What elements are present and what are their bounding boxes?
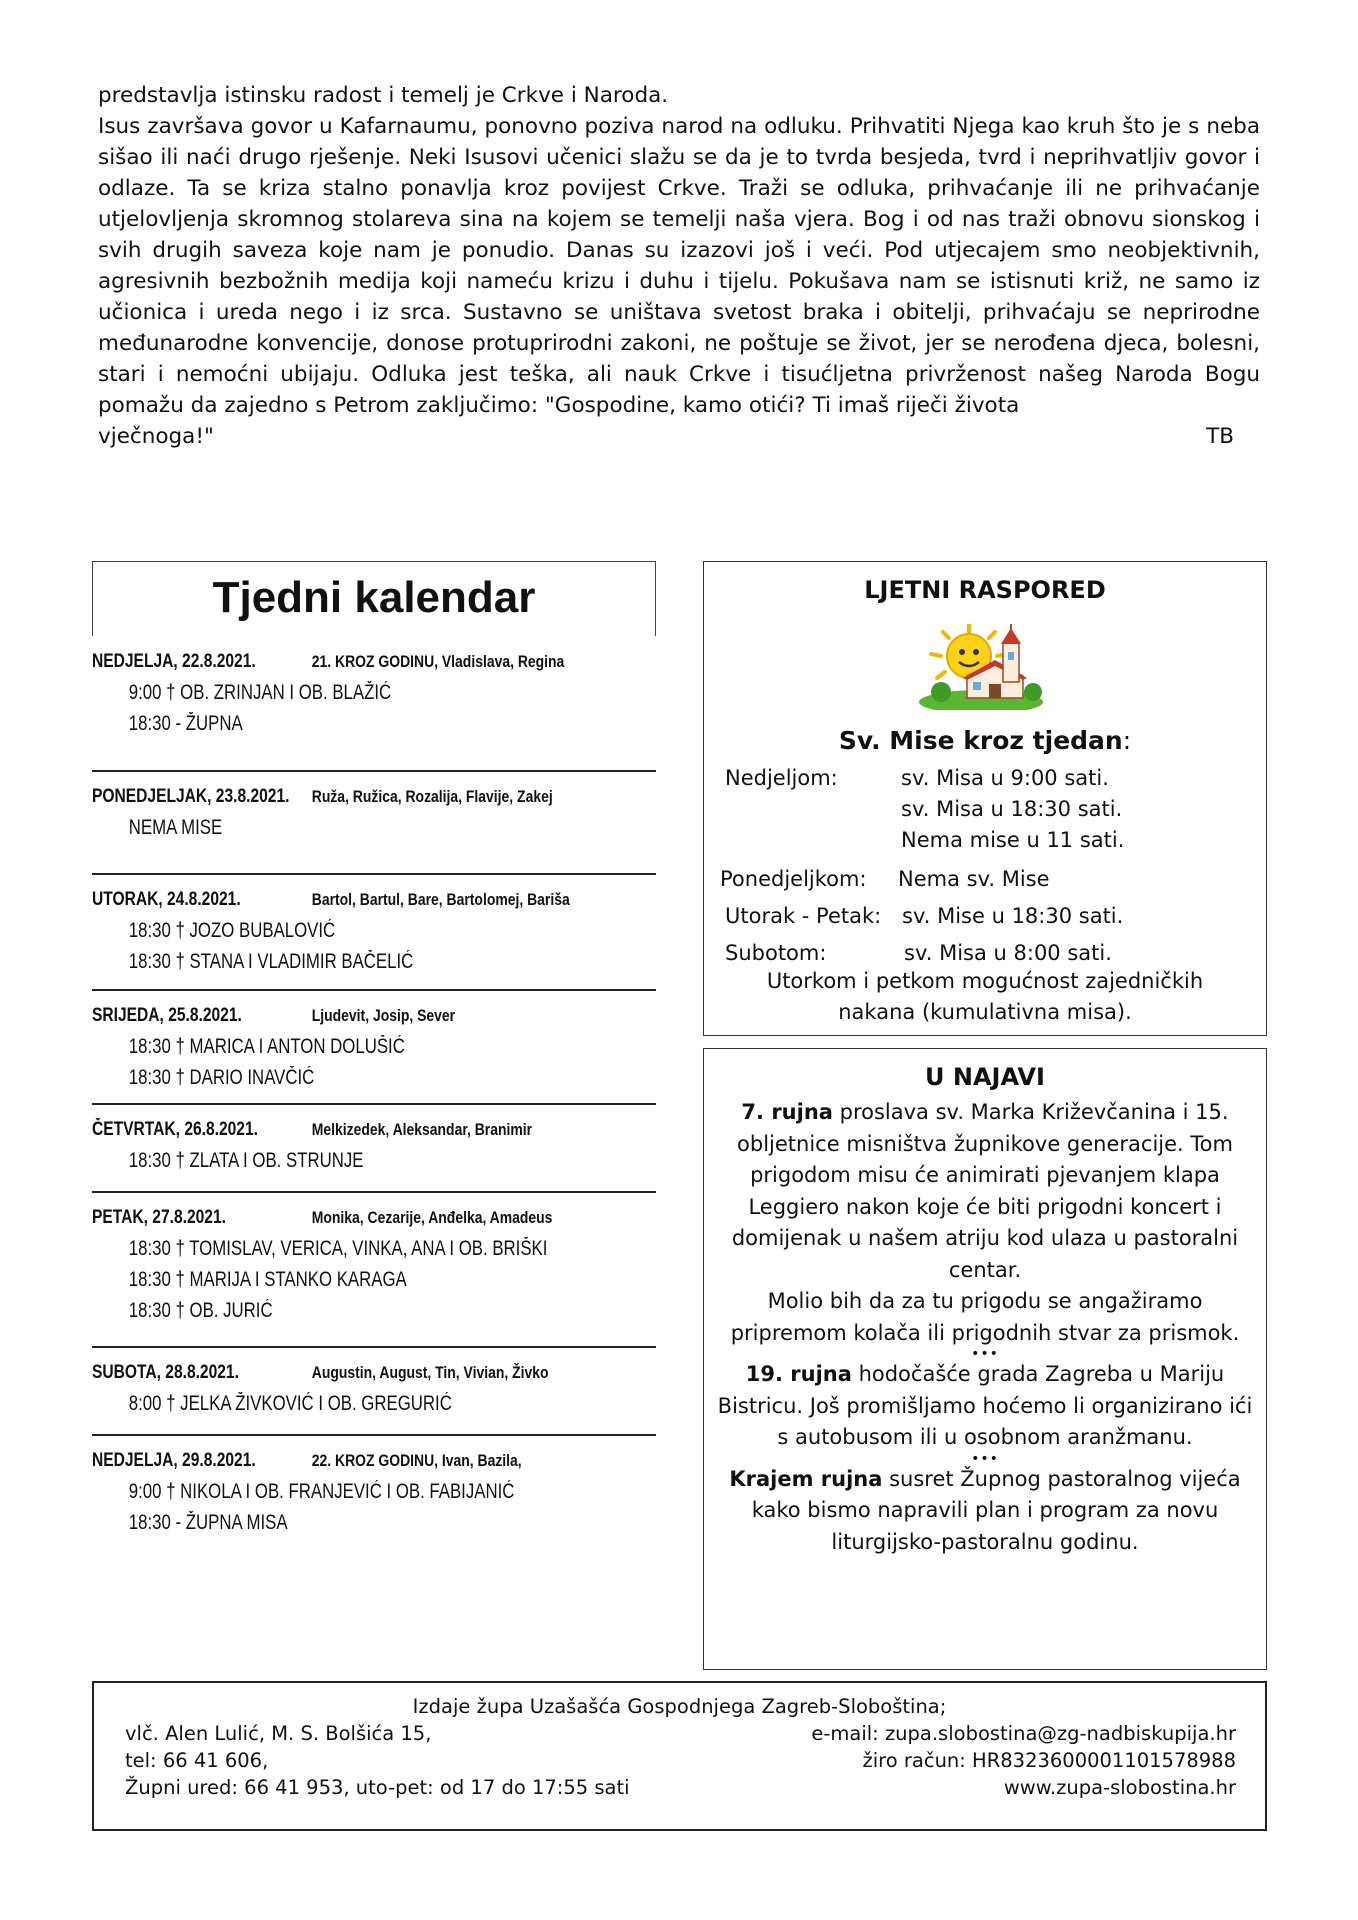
weekly-calendar [92,561,656,1678]
day-saints: Augustin, August, Tin, Vivian, Živko [311,1363,549,1382]
day-date: PETAK, 27.8.2021. [92,1207,226,1228]
announcements-title: U NAJAVI [925,1063,1045,1091]
intro-last-line: vječnoga!" [98,424,214,449]
phone: tel: 66 41 606, [125,1749,269,1772]
day-saints: Bartol, Bartul, Bare, Bartolomej, Bariša [311,890,570,909]
day-saints: 22. KROZ GODINU, Ivan, Bazila, [311,1451,522,1470]
calendar-day [92,772,656,875]
day-date: NEDJELJA, 29.8.2021. [92,1450,256,1471]
address: vlč. Alen Lulić, M. S. Bolšića 15, [125,1722,432,1745]
office-hours: Župni ured: 66 41 953, uto-pet: od 17 do 17:55 sati [125,1776,630,1799]
separator-dots: ••• [971,1450,999,1467]
mass-entry: 18:30 † DARIO INAVČIĆ [128,1066,315,1089]
schedule-label: Ponedjeljkom: [720,867,867,891]
mass-entry: 18:30 - ŽUPNA [128,712,243,735]
mass-entry: NEMA MISE [128,816,223,839]
calendar-day [92,875,656,991]
day-saints: Ljudevit, Josip, Sever [311,1006,456,1025]
day-header [92,1001,650,1031]
schedule-label: Subotom: [725,941,827,965]
announcement-text: proslava sv. Marka Križevčanina i 15. obljetnice misništva župnikove generacije. Tom prigodom misu će animirati pjevanjem klapa Leggiero nakon koje će biti prigodni koncert i domijenak u našem atriju kod ulaza u pastoralni centar. [731,1100,1239,1282]
day-header [92,782,650,812]
schedule-note-line: Utorkom i petkom mogućnost zajedničkih [766,969,1204,993]
calendar-day [92,991,656,1105]
calendar-day [92,643,656,772]
day-saints: Melkizedek, Aleksandar, Branimir [311,1120,533,1139]
mass-entry: 9:00 † NIKOLA I OB. FRANJEVIĆ I OB. FABIJANIĆ [128,1480,515,1503]
schedule-row [704,900,1266,933]
mass-schedule-heading [704,726,1266,755]
announcement-text: susret Župnog pastoralnog vijeća kako bismo napravili plan i program za novu liturgijsko-pastoralnu godinu. [751,1466,1241,1554]
day-header [92,1203,650,1233]
announcement-text: hodočašće grada Zagreba u Mariju Bistricu. Još promišljamo hoćemo li organizirano ići s autobusom ili u osobnom aranžmanu. [717,1362,1253,1449]
schedule-label: Nedjeljom: [725,766,838,790]
day-header [92,885,650,915]
day-date: SUBOTA, 28.8.2021. [92,1362,239,1383]
day-saints: 21. KROZ GODINU, Vladislava, Regina [311,652,565,671]
day-header [92,1358,650,1388]
mass-entry: 18:30 † ZLATA I OB. STRUNJE [128,1149,364,1172]
day-saints: Ruža, Ružica, Rozalija, Flavije, Zakej [311,787,553,806]
mass-schedule-subtitle: Sv. Mise kroz tjedan [838,726,1123,755]
day-date: NEDJELJA, 22.8.2021. [92,651,256,672]
schedule-row [704,824,1266,857]
schedule-note-line: nakana (kumulativna misa). [838,1000,1132,1024]
schedule-value: sv. Misa u 8:00 sati. [904,941,1112,965]
publisher-line: Izdaje župa Uzašašća Gospodnjega Zagreb-Sloboština; [412,1695,947,1718]
summer-title: LJETNI RASPORED [864,576,1106,604]
publisher-footer [92,1681,1267,1831]
schedule-row [704,793,1266,826]
schedule-label: Utorak - Petak: [725,904,882,928]
mass-entry: 9:00 † OB. ZRINJAN I OB. BLAŽIĆ [128,681,392,704]
mass-entry: 18:30 † MARIJA I STANKO KARAGA [128,1268,407,1291]
footer-row [94,1747,1265,1774]
mass-entry: 18:30 - ŽUPNA MISA [128,1511,288,1534]
schedule-value: sv. Mise u 18:30 sati. [902,904,1124,928]
website-link[interactable]: www.zupa-slobostina.hr [1003,1776,1236,1799]
intro-closing [98,421,1260,452]
mass-entry: 8:00 † JELKA ŽIVKOVIĆ I OB. GREGURIĆ [128,1392,452,1415]
announcement-item [704,1359,1266,1454]
announcement-item [704,1464,1266,1559]
calendar-title: Tjedni kalendar [212,573,536,622]
calendar-day [92,1348,656,1436]
mass-entry: 18:30 † STANA I VLADIMIR BAČELIĆ [128,950,414,973]
day-header [92,647,650,677]
schedule-note [704,966,1266,1028]
announcements-box [703,1048,1267,1670]
announcement-date: Krajem rujna [729,1466,883,1491]
calendar-day [92,1105,656,1193]
calendar-days [92,643,656,1546]
day-date: PONEDJELJAK, 23.8.2021. [92,786,290,807]
bank-account: žiro račun: HR8323600001101578988 [862,1749,1236,1772]
schedule-value: Nema mise u 11 sati. [901,828,1125,852]
day-header [92,1446,650,1476]
announcement-extra: Molio bih da za tu prigodu se angažiramo pripremom kolača ili prigodnih stvar za prismok. [730,1289,1240,1345]
calendar-day [92,1193,656,1348]
day-saints: Monika, Cezarije, Anđelka, Amadeus [311,1208,553,1227]
announcement-date: 19. rujna [745,1362,852,1386]
schedule-value: sv. Misa u 9:00 sati. [901,766,1109,790]
schedule-value: sv. Misa u 18:30 sati. [901,797,1123,821]
intro-text [98,80,1260,452]
footer-row [94,1774,1265,1801]
mass-entry: 18:30 † TOMISLAV, VERICA, VINKA, ANA I OB. BRIŠKI [128,1237,548,1260]
sun-church-illustration [919,624,1044,710]
author-signature: TB [1206,424,1234,449]
summer-schedule-box [703,561,1267,1036]
schedule-row [704,937,1266,970]
announcement-item [704,1097,1266,1286]
schedule-value: Nema sv. Mise [898,867,1050,891]
day-header [92,1115,650,1145]
intro-line-1: predstavlja istinsku radost i temelj je Crkve i Naroda. [98,83,669,108]
mass-entry: 18:30 † OB. JURIĆ [128,1299,273,1322]
email-link[interactable]: e-mail: zupa.slobostina@zg-nadbiskupija.hr [811,1722,1236,1745]
day-date: UTORAK, 24.8.2021. [92,889,241,910]
mass-schedule-colon: : [1122,726,1132,755]
day-date: ČETVRTAK, 26.8.2021. [92,1119,258,1140]
footer-row [94,1720,1265,1747]
day-date: SRIJEDA, 25.8.2021. [92,1005,242,1026]
mass-schedule [704,762,1266,1028]
calendar-day [92,1436,656,1546]
schedule-row [704,863,1266,896]
announcement-date: 7. rujna [741,1100,833,1124]
mass-entry: 18:30 † JOZO BUBALOVIĆ [128,919,336,942]
schedule-row [704,762,1266,795]
mass-entry: 18:30 † MARICA I ANTON DOLUŠIĆ [128,1035,405,1058]
separator-dots: ••• [971,1346,999,1362]
intro-paragraph: Isus završava govor u Kafarnaumu, ponovno poziva narod na odluku. Prihvatiti Njega kao kruh što je s neba sišao ili naći drugo rješenje. Neki Isusovi učenici slažu se da je to tvrda besjeda, tvrd i neprihvatljiv govor i odlaze. Ta se kriza stalno ponavlja kroz povijest Crkve. Traži se odluka, prihvaćanje ili ne prihvaćanje utjelovljenja skromnog stolareva sina na kojem se temelji naša vjera. Bog i od nas traži obnovu sionskog i svih drugih saveza koje nam je ponudio. Danas su izazovi još i veći. Pod utjecajem smo neobjektivnih, agresivnih bezbožnih medija koji nameću krizu i duhu i tijelu. Pokušava nam se istisnuti križ, ne samo iz učionica i ureda nego i iz srca. Sustavno se uništava svetost braka i obitelji, prihvaćaju se neprirodne međunarodne konvencije, donose protuprirodni zakoni, ne poštuje se život, jer se nerođena djeca, bolesni, stari i nemoćni ubijaju. Odluka jest teška, ali nauk Crkve i tisućljetna privrženost našeg Naroda Bogu pomažu da zajedno s Petrom zaključimo: "Gospodine, kamo otići? Ti imaš riječi života [98,114,1260,418]
